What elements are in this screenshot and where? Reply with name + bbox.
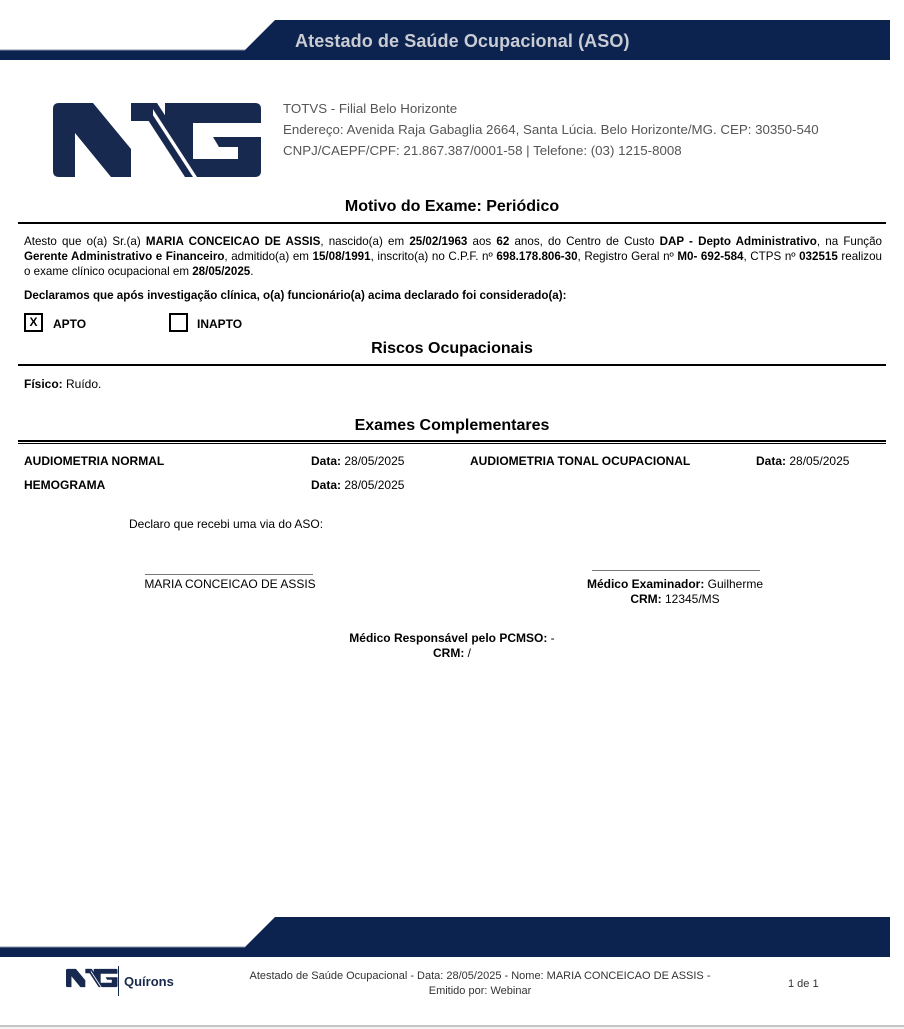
divider	[18, 364, 886, 366]
exam-date	[311, 454, 404, 468]
text: realizou o exame clínico ocupacional em	[24, 250, 882, 278]
examiner-line	[545, 577, 805, 592]
text: .	[250, 265, 254, 278]
crm-value: /	[464, 646, 471, 660]
text: Atesto que o(a) Sr.(a)	[24, 235, 146, 248]
footer-ng-logo	[66, 968, 118, 993]
cpf: 698.178.806-30	[496, 250, 578, 263]
text: , nascido(a) em	[320, 235, 410, 248]
date-value: 28/05/2025	[344, 454, 405, 468]
complementary-title: Exames Complementares	[354, 417, 550, 434]
date-label: Data:	[311, 454, 342, 468]
date-label: Data:	[311, 478, 342, 492]
risk-category: Físico:	[24, 377, 63, 391]
document-title: Atestado de Saúde Ocupacional (ASO)	[295, 31, 630, 51]
admission-date: 15/08/1991	[312, 250, 371, 263]
company-ids: CNPJ/CAEPF/CPF: 21.867.387/0001-58 | Telefone: (03) 1215-8008	[283, 143, 682, 158]
pcmso-block	[302, 631, 602, 661]
employee-name: MARIA CONCEICAO DE ASSIS	[145, 235, 321, 248]
exam-reason-title: Motivo do Exame: Periódico	[344, 198, 560, 215]
company-address: Endereço: Avenida Raja Gabaglia 2664, Santa Lúcia. Belo Horizonte/MG. CEP: 30350-540	[283, 122, 819, 137]
ng-logo-icon	[53, 101, 263, 179]
examiner-name: Guilherme	[704, 577, 764, 591]
company-name: TOTVS - Filial Belo Horizonte	[283, 101, 458, 116]
text: , na Função	[816, 235, 882, 248]
footer-banner	[0, 917, 890, 957]
rg: M0- 692-584	[677, 250, 744, 263]
employee-signature-name: MARIA CONCEICAO DE ASSIS	[144, 577, 316, 591]
pcmso-name: -	[547, 631, 555, 645]
exam-date	[311, 478, 404, 492]
apto-label: APTO	[53, 317, 87, 331]
ng-logo-icon	[66, 968, 118, 988]
examiner-label: Médico Examinador:	[586, 577, 705, 591]
date-label: Data:	[756, 454, 787, 468]
apto-checkbox[interactable]: X	[24, 313, 43, 332]
examiner-crm-line	[545, 592, 805, 607]
logo-divider	[118, 966, 119, 996]
text: aos	[467, 235, 497, 248]
footer-text	[230, 969, 730, 999]
exam-name: HEMOGRAMA	[24, 478, 106, 492]
age: 62	[496, 235, 510, 248]
date-value: 28/05/2025	[344, 478, 405, 492]
ctps: 032515	[799, 250, 838, 263]
pcmso-crm-line	[302, 646, 602, 661]
examiner-signature-line	[592, 570, 760, 571]
text: , Registro Geral nº	[577, 250, 678, 263]
crm-label: CRM:	[433, 646, 465, 660]
receipt-statement: Declaro que recebi uma via do ASO:	[129, 517, 324, 531]
crm-label: CRM:	[630, 592, 662, 606]
exam-date: 28/05/2025	[192, 265, 251, 278]
inapto-label: INAPTO	[197, 317, 243, 331]
inapto-checkbox[interactable]	[169, 313, 188, 332]
exam-date	[756, 454, 849, 468]
examiner-block	[545, 577, 805, 607]
text: , inscrito(a) no C.P.F. nº	[370, 250, 497, 263]
text: anos, do Centro de Custo	[509, 235, 660, 248]
page-indicator: 1 de 1	[788, 978, 819, 990]
divider	[18, 222, 886, 224]
role: Gerente Administrativo e Financeiro	[24, 250, 225, 263]
company-info	[283, 98, 819, 161]
footer-brand: Quírons	[124, 974, 174, 989]
ng-logo	[53, 101, 263, 184]
risk-item	[24, 377, 101, 391]
pcmso-label: Médico Responsável pelo PCMSO:	[349, 631, 548, 645]
text: , admitido(a) em	[224, 250, 313, 263]
exam-name: AUDIOMETRIA TONAL OCUPACIONAL	[470, 454, 691, 468]
risks-title: Riscos Ocupacionais	[371, 340, 533, 357]
footer-line-2: Emitido por: Webinar	[428, 985, 532, 997]
employee-signature-line	[145, 574, 313, 575]
double-divider	[18, 440, 886, 444]
text: , CTPS nº	[743, 250, 800, 263]
pcmso-line	[302, 631, 602, 646]
birth-date: 25/02/1963	[409, 235, 468, 248]
exam-name: AUDIOMETRIA NORMAL	[24, 454, 165, 468]
cost-center: DAP - Depto Administrativo	[659, 235, 817, 248]
crm-value: 12345/MS	[661, 592, 720, 606]
footer-banner-shape	[0, 917, 890, 957]
footer-line-1: Atestado de Saúde Ocupacional - Data: 28/05/2025 - Nome: MARIA CONCEICAO DE ASSIS -	[249, 970, 711, 982]
attestation-paragraph	[24, 234, 882, 279]
risk-value: Ruído.	[62, 377, 102, 391]
date-value: 28/05/2025	[789, 454, 850, 468]
verdict-statement: Declaramos que após investigação clínica, o(a) funcionário(a) acima declarado foi considerado(a):	[24, 289, 567, 302]
